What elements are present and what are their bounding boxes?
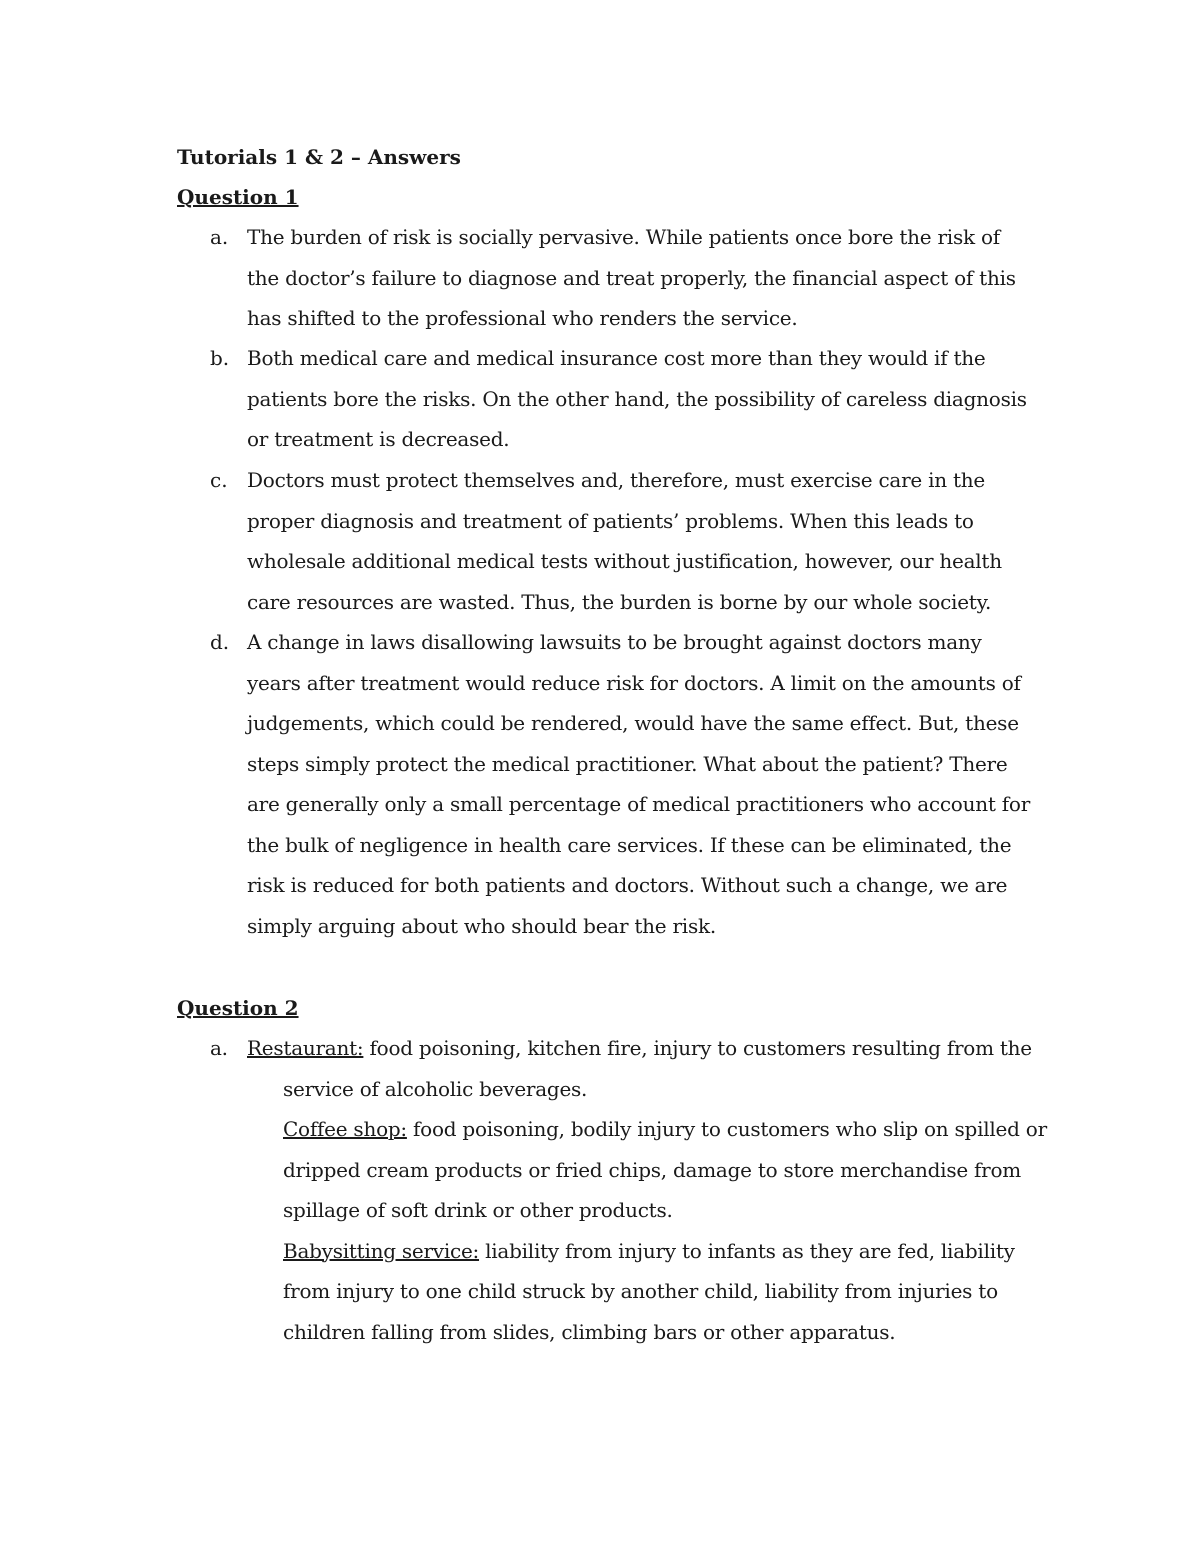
list-marker: a.	[210, 225, 229, 249]
answer-text: A change in laws disallowing lawsuits to be brought against doctors many years after treatment would reduce risk for doctors. A limit on the amounts of judgements, which could be rendered, would have the same effect. But, these steps simply protect the medical practitioner. What about the patient? There are generally only a small percentage of medical practitioners who account for the bulk of negligence in health care services. If these can be eliminated, the risk is reduced for both patients and doctors. Without such a change, we are simply arguing about who should bear the risk.	[247, 630, 1030, 938]
question-1-item-c	[210, 460, 1040, 622]
restaurant-line-1	[247, 1028, 1032, 1069]
answer-text: Doctors must protect themselves and, therefore, must exercise care in the proper diagnosis and treatment of patients’ problems. When this leads to wholesale additional medical tests without justification, however, our health care resources are wasted. Thus, the burden is borne by our whole society.	[247, 468, 1002, 614]
answer-text: Both medical care and medical insurance cost more than they would if the patients bore the risks. On the other hand, the possibility of careless diagnosis or treatment is decreased.	[247, 346, 1027, 451]
babysitting-label: Babysitting service:	[283, 1238, 480, 1263]
list-marker: d.	[210, 630, 230, 654]
babysitting-line-2: from injury to one child struck by another child, liability from injuries to	[283, 1279, 998, 1303]
question-2-heading: Question 2	[177, 996, 299, 1020]
coffee-shop-label: Coffee shop:	[283, 1117, 407, 1141]
question-1-item-a	[210, 217, 1040, 339]
babysitting-line-1	[283, 1231, 1015, 1272]
document-title: Tutorials 1 & 2 – Answers	[177, 145, 461, 169]
coffee-shop-line-2: dripped cream products or fried chips, damage to store merchandise from	[283, 1157, 1021, 1182]
coffee-shop-line-3: spillage of soft drink or other products.	[283, 1198, 673, 1222]
restaurant-label: Restaurant:	[247, 1036, 364, 1060]
answer-text: The burden of risk is socially pervasive. While patients once bore the risk of the doctor’s failure to diagnose and treat properly, the financial aspect of this has shifted to the professional who renders the service.	[247, 225, 1016, 330]
question-1-item-b	[210, 338, 1040, 460]
babysitting-line-3: children falling from slides, climbing bars or other apparatus.	[283, 1319, 896, 1344]
coffee-shop-text: food poisoning, bodily injury to customers who slip on spilled or	[406, 1117, 1047, 1141]
list-marker: c.	[210, 468, 228, 492]
restaurant-text: food poisoning, kitchen fire, injury to customers resulting from the	[363, 1036, 1032, 1060]
question-1-item-d	[210, 622, 1040, 946]
question-1-heading: Question 1	[177, 185, 299, 209]
list-marker: b.	[210, 346, 230, 370]
restaurant-line-2: service of alcoholic beverages.	[283, 1076, 588, 1101]
list-marker: a.	[210, 1036, 228, 1060]
babysitting-text: liability from injury to infants as they are fed, liability	[479, 1238, 1015, 1263]
coffee-shop-line-1	[283, 1109, 1047, 1150]
